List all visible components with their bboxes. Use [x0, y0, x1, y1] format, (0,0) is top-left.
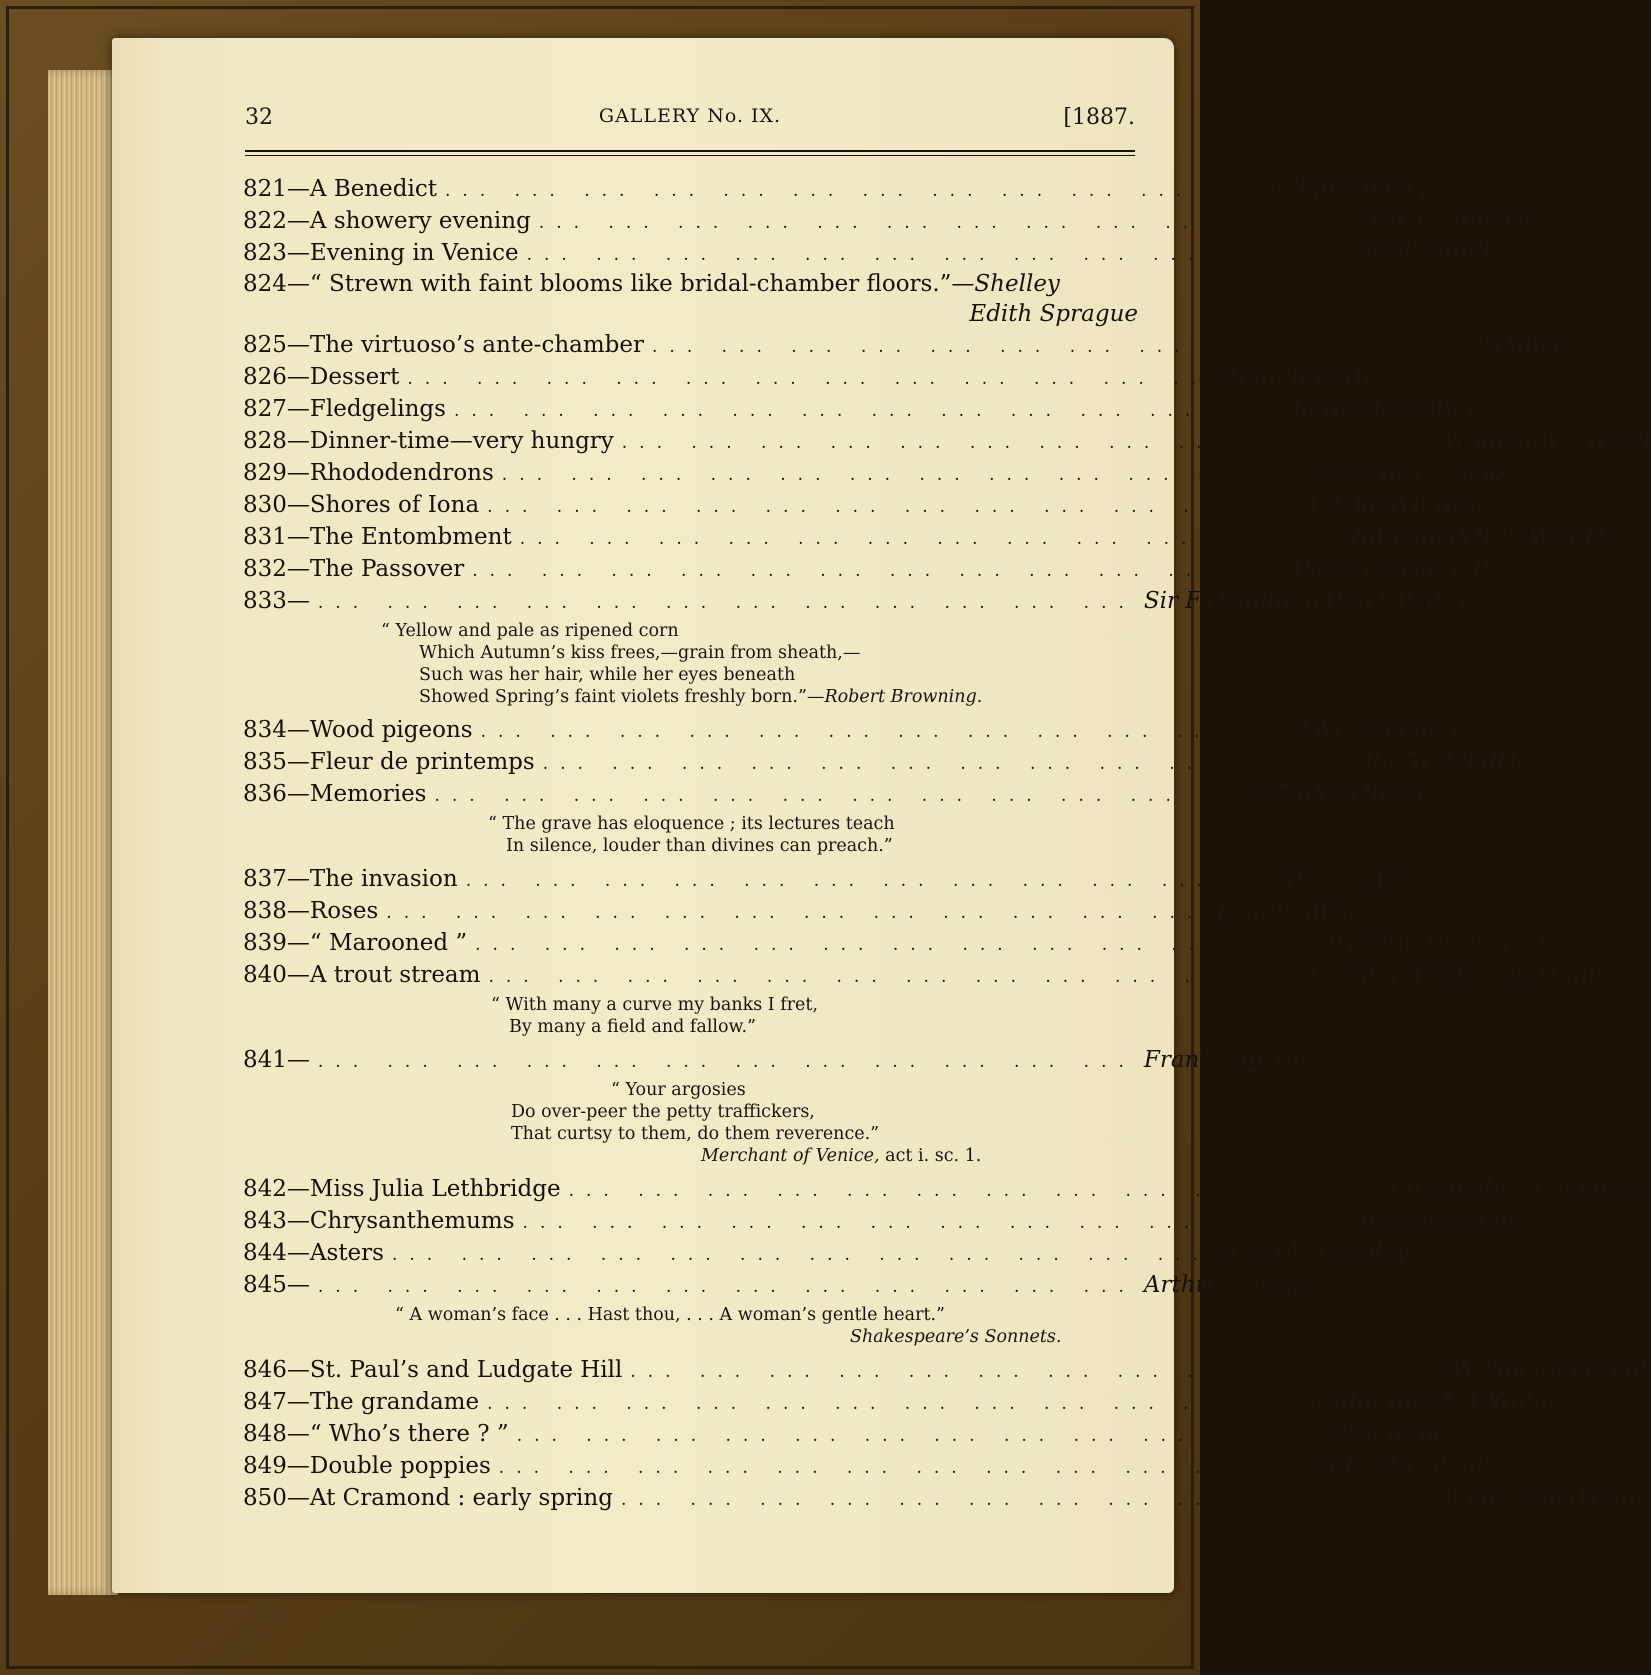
artist-name: Edgar Bundy: [1270, 176, 1424, 202]
header-rule-thin: [245, 155, 1135, 156]
quote-line: “ Yellow and pale as ripened corn: [381, 621, 679, 641]
artist-name: Frank Murray: [1143, 1047, 1308, 1073]
dot-leader: ... ... ... ... ... ... ... ... ... ... ... ...: [453, 401, 1272, 421]
catalogue-list: [243, 173, 1651, 1514]
catalogue-entry: [243, 361, 1368, 393]
catalogue-entry: [243, 714, 1469, 746]
entry-title: Evening in Venice: [309, 240, 519, 266]
catalogue-entry: [243, 393, 1474, 425]
entry-title: Roses: [309, 898, 379, 924]
quote-line: In silence, louder than divines can preach.”: [506, 836, 893, 856]
entry-title: Asters: [309, 1240, 384, 1266]
artist-name: William Logsdail: [1456, 1357, 1651, 1383]
entry-title: “ Who’s there ? ”: [309, 1421, 509, 1447]
artist-name: J. Mac Whirter,: [1313, 492, 1489, 518]
artist-name: J. Palmer: [1478, 332, 1582, 358]
dot-leader: ... ... ... ... ... ... ... ... ... ... ... ...: [434, 786, 1253, 806]
dot-leader: ... ... ... ... ... ... ... ... ... ... ... ...: [488, 967, 1307, 987]
entry-number: 830—: [243, 492, 310, 518]
entry-number: 831—: [243, 524, 310, 550]
entry-title: St. Paul’s and Ludgate Hill: [309, 1357, 623, 1383]
catalogue-entry: [243, 1354, 1651, 1386]
quote-source: Robert Browning.: [824, 687, 983, 707]
dot-leader: ... ... ... ... ... ... ... ... ... ... ... ...: [475, 935, 1294, 955]
entry-number: 824—: [243, 271, 310, 297]
entry-title: Shores of Iona: [309, 492, 480, 518]
catalogue-entry: [243, 553, 1485, 585]
entry-number: 827—: [243, 396, 310, 422]
entry-number: 826—: [243, 364, 310, 390]
entry-number: 850—: [243, 1485, 310, 1511]
artist-name: Patrick Downie: [1364, 208, 1543, 234]
dot-leader: ... ... ... ... ... ... ... ... ... ... ... ...: [444, 181, 1263, 201]
dot-leader: ... ... ... ... ... ... ... ... ... ... ... ...: [526, 245, 1345, 265]
catalogue-entry: [243, 237, 1487, 269]
artist-name: James Faed, junr.: [1446, 1485, 1648, 1511]
entry-title: The Passover: [309, 556, 465, 582]
quote-line: “ Your argosies: [611, 1080, 746, 1100]
entry-number: 837—: [243, 866, 310, 892]
entry-title: Double poppies: [309, 1453, 491, 1479]
entry-title: A Benedict: [309, 176, 437, 202]
dot-leader: ... ... ... ... ... ... ... ... ... ... ... ...: [487, 497, 1306, 517]
catalogue-entry: [243, 1205, 1528, 1237]
dot-leader: ... ... ... ... ... ... ... ... ... ... ... ...: [407, 369, 1226, 389]
entry-number: 828—: [243, 428, 310, 454]
entry-number: 848—: [243, 1421, 310, 1447]
dot-leader: ... ... ... ... ... ... ... ... ... ... ... ...: [317, 1277, 1136, 1297]
artist-name: Fred Roe: [1342, 1421, 1451, 1447]
dot-leader: ... ... ... ... ... ... ... ... ... ... ... ...: [501, 465, 1320, 485]
page-number: 32: [245, 105, 273, 130]
entry-title: Fledgelings: [309, 396, 446, 422]
year: [1887.: [1063, 105, 1135, 130]
quote-source: Shakespeare’s Sonnets.: [850, 1327, 1062, 1347]
entry-number: 838—: [243, 898, 310, 924]
entry-title: The virtuoso’s ante-chamber: [309, 332, 645, 358]
entry-number: 847—: [243, 1389, 310, 1415]
entry-number: 844—: [243, 1240, 310, 1266]
entry-title: The grandame: [309, 1389, 480, 1415]
entry-number: 835—: [243, 749, 310, 775]
dot-leader: ... ... ... ... ... ... ... ... ... ... ... ...: [522, 1213, 1341, 1233]
entry-title: A trout stream: [309, 962, 481, 988]
entry-number: 833—: [243, 588, 310, 614]
dot-leader: ... ... ... ... ... ... ... ... ... ... ... ...: [487, 1394, 1306, 1414]
entry-title: “ Strewn with faint blooms like bridal-chamber floors.”—: [309, 271, 975, 297]
entry-title: The invasion: [309, 866, 458, 892]
entry-title: A showery evening: [309, 208, 531, 234]
catalogue-entry: [243, 1386, 1555, 1418]
artist-name: Alice M. Woolley: [1217, 1240, 1413, 1266]
entry-number: 834—: [243, 717, 310, 743]
catalogue-entry: [243, 1450, 1501, 1482]
artist-name: Catherine M. Wright: [1313, 1389, 1555, 1415]
dot-leader: ... ... ... ... ... ... ... ... ... ... ... ...: [630, 1362, 1449, 1382]
entry-number: 849—: [243, 1453, 310, 1479]
running-header: [245, 105, 1135, 141]
entry-number: 821—: [243, 176, 310, 202]
entry-title: Fleur de printemps: [309, 749, 535, 775]
artist-name: Fred D. Howse: [1260, 781, 1435, 807]
catalogue-entry: [243, 205, 1543, 237]
entry-title: Wood pigeons: [309, 717, 473, 743]
entry-number: 842—: [243, 1176, 310, 1202]
catalogue-entry: [243, 1044, 1308, 1076]
entry-title: Memories: [309, 781, 427, 807]
artist-name: Arthur S. Cope: [1143, 1272, 1319, 1298]
artist-name: Elizabeth S. Guinness: [1394, 1176, 1649, 1202]
dot-leader: ... ... ... ... ... ... ... ... ... ... ... ...: [519, 529, 1338, 549]
quote-source-ref: act i. sc. 1.: [885, 1146, 982, 1166]
page-edges: [48, 70, 118, 1595]
artist-honours: A.: [1526, 930, 1551, 956]
catalogue-entry: [243, 457, 1507, 489]
catalogue-entry: [243, 778, 1435, 810]
catalogue-entry: [243, 895, 1356, 927]
dot-leader: ... ... ... ... ... ... ... ... ... ... ... ...: [472, 561, 1291, 581]
catalogue-entry: [243, 173, 1424, 205]
artist-name: Nathaniel H. J. Westlake: [1345, 524, 1630, 550]
artist-name: Edward J. Gregory,: [1301, 930, 1521, 956]
artist-name: Frank Hind: [1352, 240, 1487, 266]
entry-number: 843—: [243, 1208, 310, 1234]
entry-title: Chrysanthemums: [309, 1208, 515, 1234]
catalogue-entry: [243, 585, 1469, 617]
entry-title: Dessert: [309, 364, 400, 390]
catalogue-entry: [243, 863, 1409, 895]
quote-line: Which Autumn’s kiss frees,—grain from sheath,—: [419, 643, 861, 663]
dot-leader: ... ... ... ... ... ... ... ... ... ... ... ...: [621, 433, 1440, 453]
entry-number: 825—: [243, 332, 310, 358]
artist-name: Pierre Mallet: [1368, 749, 1523, 775]
catalogue-entry: [243, 959, 1608, 991]
entry-number: 839—: [243, 930, 310, 956]
quote-line: “ A woman’s face . . . Hast thou, . . . A woman’s gentle heart.”: [395, 1305, 945, 1325]
entry-number: 832—: [243, 556, 310, 582]
catalogue-entry: [243, 489, 1519, 521]
artist-name: R. Savage: [1291, 866, 1409, 892]
entry-number: 840—: [243, 962, 310, 988]
catalogue-entry: [243, 425, 1647, 457]
dot-leader: ... ... ... ... ... ... ... ... ... ... ... ...: [498, 1458, 1317, 1478]
quote-source: Merchant of Venice,: [701, 1146, 880, 1166]
dot-leader: ... ... ... ... ... ... ... ... ... ... ... ...: [391, 1245, 1210, 1265]
quote-line: Such was her hair, while her eyes beneath: [419, 665, 796, 685]
artist-name: Pepys Cockerell: [1298, 556, 1485, 582]
entry-title: “ Marooned ”: [309, 930, 468, 956]
artist-name: Leonard Fosbrooke, junr.: [1314, 962, 1608, 988]
catalogue-entry: [243, 1237, 1413, 1269]
dot-leader: ... ... ... ... ... ... ... ... ... ... ... ...: [480, 722, 1299, 742]
entry-number: 829—: [243, 460, 310, 486]
artist-name: Mary Rischgitz: [1324, 1453, 1501, 1479]
entry-824-artist: Edith Sprague: [969, 301, 1138, 327]
quote-line: Showed Spring’s faint violets freshly born.”—: [419, 687, 825, 707]
catalogue-entry: [243, 746, 1523, 778]
artist-name: Jean Benner: [1212, 898, 1356, 924]
dot-leader: ... ... ... ... ... ... ... ... ... ... ... ...: [465, 871, 1284, 891]
quote-line: “ The grave has eloquence ; its lectures teach: [488, 814, 895, 834]
dot-leader: ... ... ... ... ... ... ... ... ... ... ... ...: [568, 1181, 1387, 1201]
entry-title: The Entombment: [309, 524, 512, 550]
entry-number: 822—: [243, 208, 310, 234]
artist-honours: A.: [1494, 492, 1519, 518]
artist-name: George F. Cook: [1327, 460, 1507, 486]
quote-line: That curtsy to them, do them reverence.”: [511, 1124, 880, 1144]
entry-number: 823—: [243, 240, 310, 266]
catalogue-entry: [243, 1482, 1648, 1514]
dot-leader: ... ... ... ... ... ... ... ... ... ... ... ...: [386, 903, 1205, 923]
quote-line: By many a field and fallow.”: [509, 1017, 756, 1037]
artist-name: W. G. Sanders: [1306, 717, 1469, 743]
dot-leader: ... ... ... ... ... ... ... ... ... ... ... ...: [317, 593, 1136, 613]
dot-leader: ... ... ... ... ... ... ... ... ... ... ... ...: [542, 754, 1361, 774]
catalogue-entry: [243, 1418, 1451, 1450]
quote-line: “ With many a curve my banks I fret,: [491, 995, 819, 1015]
poet-name: Shelley: [974, 271, 1060, 297]
artist-name: Florence White: [1348, 1208, 1528, 1234]
gallery-title: GALLERY No. IX.: [598, 105, 782, 127]
entry-number: 845—: [243, 1272, 310, 1298]
entry-number: 846—: [243, 1357, 310, 1383]
artist-name: Ralph Pratt: [1233, 364, 1368, 390]
entry-title: Miss Julia Lethbridge: [309, 1176, 561, 1202]
quote-836: [243, 813, 1138, 857]
dot-leader: ... ... ... ... ... ... ... ... ... ... ... ...: [516, 1426, 1335, 1446]
catalogue-entry: [243, 329, 1582, 361]
quote-833: [243, 620, 1138, 708]
entry-title: At Cramond : early spring: [309, 1485, 613, 1511]
header-rule: [245, 150, 1135, 152]
catalogue-entry: [243, 1173, 1649, 1205]
catalogue-entry: [243, 1269, 1319, 1301]
dot-leader: ... ... ... ... ... ... ... ... ... ... ... ...: [652, 337, 1470, 357]
artist-honours: P.R.A.: [1402, 588, 1469, 614]
quote-840: [243, 994, 1138, 1038]
quote-845: [243, 1304, 1138, 1348]
artist-name: Charles Rossiter: [1279, 396, 1474, 422]
catalogue-entry: [243, 927, 1551, 959]
dot-leader: ... ... ... ... ... ... ... ... ... ... ... ...: [538, 213, 1357, 233]
entry-number: 836—: [243, 781, 310, 807]
entry-number: 841—: [243, 1047, 310, 1073]
dot-leader: ... ... ... ... ... ... ... ... ... ... ... ...: [317, 1052, 1136, 1072]
artist-name: Sir F. Leighton, Bart.,: [1143, 588, 1397, 614]
dot-leader: ... ... ... ... ... ... ... ... ... ... ... ...: [620, 1490, 1439, 1510]
entry-824: [243, 269, 1138, 299]
catalogue-entry: [243, 521, 1630, 553]
quote-line: Do over-peer the petty traffickers,: [511, 1102, 815, 1122]
artist-name: William H. Trood: [1447, 428, 1647, 454]
entry-title: Dinner-time—very hungry: [309, 428, 614, 454]
entry-title: Rhododendrons: [309, 460, 494, 486]
quote-841: [243, 1079, 1138, 1167]
